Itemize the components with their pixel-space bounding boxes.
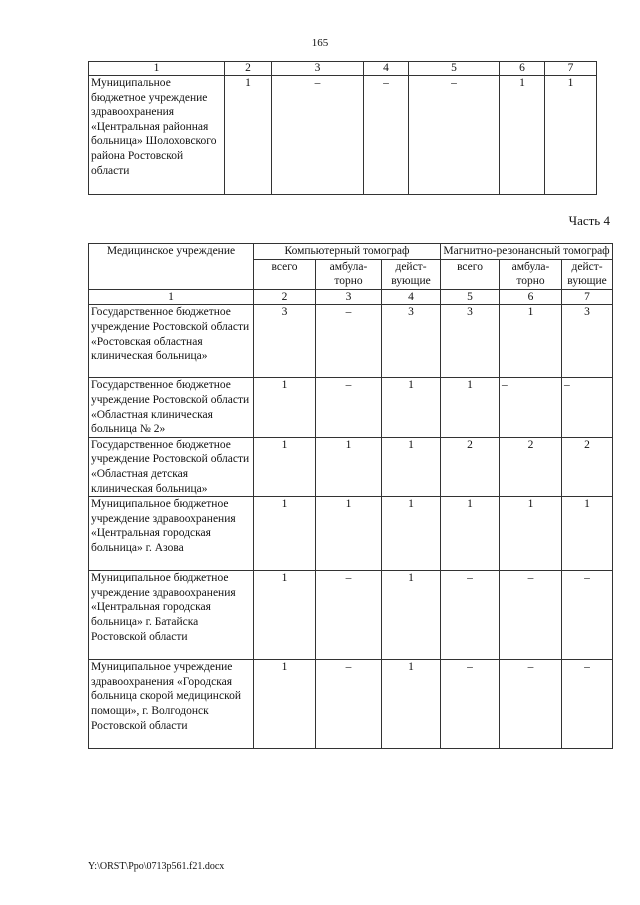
table-row <box>89 660 613 749</box>
header-mri-active: дейст-вующие <box>562 259 613 289</box>
cell-value: – <box>316 571 382 660</box>
cell-value: 1 <box>254 660 316 749</box>
cell-value: – <box>316 305 382 378</box>
header-ct-group: Компьютерный томограф <box>254 244 441 260</box>
col-number: 2 <box>225 62 272 76</box>
cell-value: 1 <box>500 305 562 378</box>
cell-value: – <box>562 378 613 437</box>
col-number: 1 <box>89 289 254 305</box>
table-row <box>89 378 613 437</box>
cell-value: 1 <box>382 660 441 749</box>
table-numbers-row <box>89 289 613 305</box>
cell-value: – <box>500 571 562 660</box>
cell-value: – <box>441 571 500 660</box>
cell-value: 1 <box>316 437 382 496</box>
cell-value: – <box>364 76 409 195</box>
cell-value: 3 <box>254 305 316 378</box>
cell-value: 1 <box>562 497 613 571</box>
col-number: 7 <box>545 62 597 76</box>
header-ct-ambulatory: амбула-торно <box>316 259 382 289</box>
col-number: 4 <box>364 62 409 76</box>
header-mri-ambulatory: амбула-торно <box>500 259 562 289</box>
table-row <box>89 571 613 660</box>
cell-value: 3 <box>441 305 500 378</box>
cell-value: 3 <box>382 305 441 378</box>
col-number: 4 <box>382 289 441 305</box>
col-number: 6 <box>500 289 562 305</box>
col-number: 5 <box>441 289 500 305</box>
cell-value: – <box>272 76 364 195</box>
cell-value: – <box>500 660 562 749</box>
table-row <box>89 305 613 378</box>
cell-value: 1 <box>254 378 316 437</box>
col-number: 7 <box>562 289 613 305</box>
table-row <box>89 497 613 571</box>
cell-value: – <box>441 660 500 749</box>
table-row <box>89 437 613 496</box>
col-number: 6 <box>500 62 545 76</box>
cell-value: 1 <box>545 76 597 195</box>
cell-value: 1 <box>254 437 316 496</box>
cell-value: – <box>562 571 613 660</box>
cell-value: 1 <box>254 497 316 571</box>
footer-file-path: Y:\ORST\Ppo\0713p561.f21.docx <box>88 861 225 872</box>
cell-value: 2 <box>500 437 562 496</box>
institution-name: Муниципальное бюджетное учреждение здравоохранения «Центральная районная больница» Шолоховского района Ростовской области <box>89 76 225 195</box>
col-number: 5 <box>409 62 500 76</box>
cell-value: 1 <box>254 571 316 660</box>
cell-value: 1 <box>441 497 500 571</box>
table-part3-continuation <box>88 61 597 195</box>
col-number: 2 <box>254 289 316 305</box>
page-number: 165 <box>311 37 329 49</box>
institution-name: Государственное бюджетное учреждение Ростовской области «Областная детская клиническая больница» <box>89 437 254 496</box>
col-number: 3 <box>272 62 364 76</box>
cell-value: 1 <box>316 497 382 571</box>
institution-name: Муниципальное бюджетное учреждение здравоохранения «Центральная городская больница» г. Батайска Ростовской области <box>89 571 254 660</box>
table-header-row <box>89 244 613 260</box>
cell-value: 1 <box>382 378 441 437</box>
table-header-row <box>89 62 597 76</box>
part-label: Часть 4 <box>568 213 610 228</box>
institution-name: Государственное бюджетное учреждение Ростовской области «Областная клиническая больница № 2» <box>89 378 254 437</box>
cell-value: 1 <box>500 76 545 195</box>
table-row <box>89 76 597 195</box>
institution-name: Муниципальное бюджетное учреждение здравоохранения «Центральная городская больница» г. Азова <box>89 497 254 571</box>
cell-value: – <box>316 378 382 437</box>
col-number: 3 <box>316 289 382 305</box>
col-number: 1 <box>89 62 225 76</box>
cell-value: 1 <box>382 571 441 660</box>
cell-value: – <box>409 76 500 195</box>
header-ct-active: дейст-вующие <box>382 259 441 289</box>
cell-value: 1 <box>382 437 441 496</box>
cell-value: 1 <box>500 497 562 571</box>
header-mri-total: всего <box>441 259 500 289</box>
institution-name: Государственное бюджетное учреждение Ростовской области «Ростовская областная клиническая больница» <box>89 305 254 378</box>
cell-value: – <box>562 660 613 749</box>
header-mri-group: Магнитно-резонансный томограф <box>441 244 613 260</box>
cell-value: 2 <box>562 437 613 496</box>
cell-value: 1 <box>382 497 441 571</box>
cell-value: 2 <box>441 437 500 496</box>
header-ct-total: всего <box>254 259 316 289</box>
header-institution: Медицинское учреждение <box>89 244 254 290</box>
cell-value: – <box>316 660 382 749</box>
cell-value: 3 <box>562 305 613 378</box>
cell-value: 1 <box>441 378 500 437</box>
table-part4 <box>88 243 613 749</box>
institution-name: Муниципальное учреждение здравоохранения «Городская больница скорой медицинской помощи», г. Волгодонск Ростовской области <box>89 660 254 749</box>
cell-value: 1 <box>225 76 272 195</box>
cell-value: – <box>500 378 562 437</box>
